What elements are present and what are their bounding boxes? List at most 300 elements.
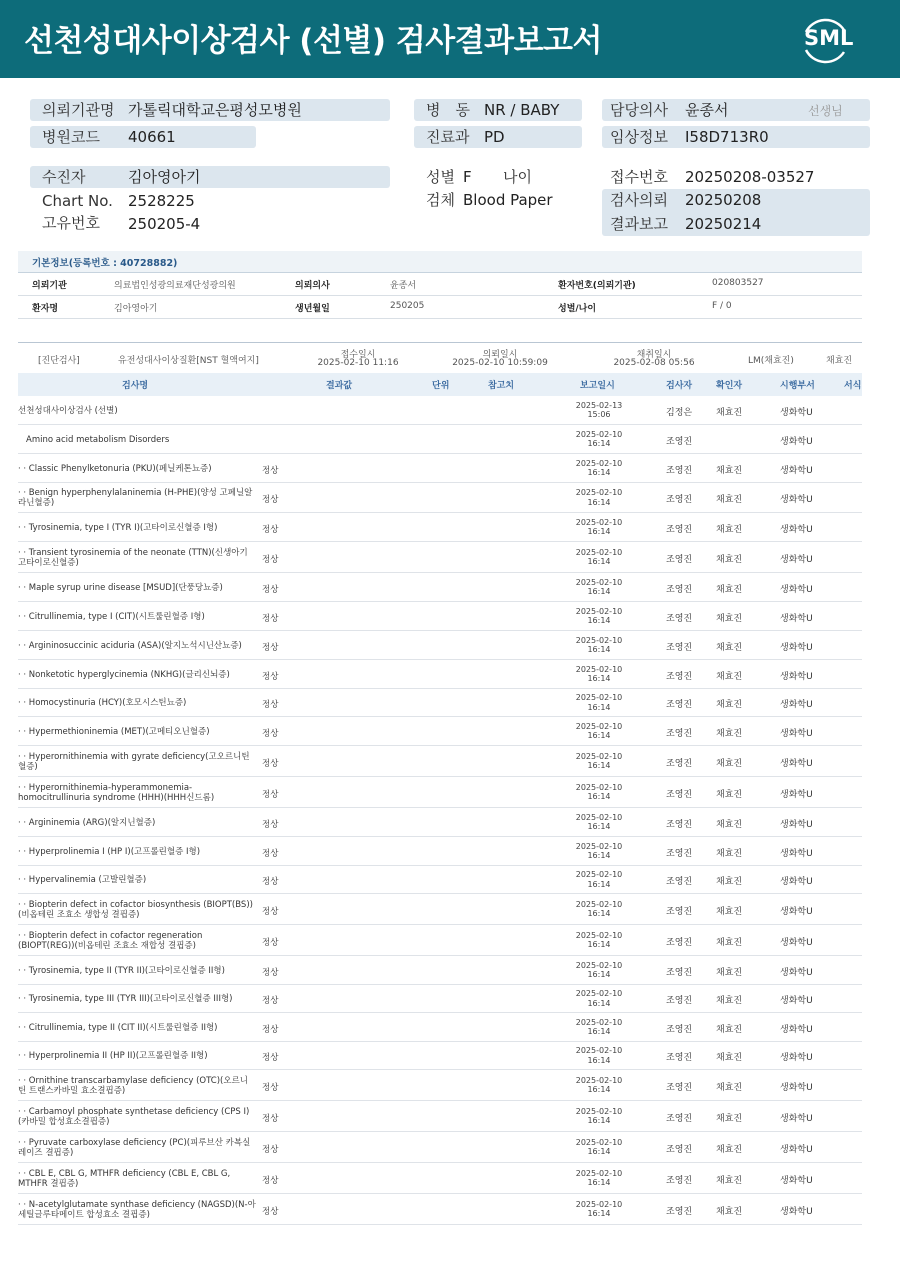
results-table-body	[18, 396, 862, 1225]
department: 생화학U	[780, 613, 813, 624]
report-datetime	[558, 1018, 640, 1037]
report-date: 2025-02-10	[575, 930, 623, 940]
report-time: 16:14	[587, 761, 611, 770]
tester: 김정은	[666, 407, 693, 418]
confirmer: 채효진	[716, 671, 743, 682]
test-name: · · Ornithine transcarbamylase deficiency (OTC)(오르니틴 트랜스카바밀 효소결핍증)	[18, 1075, 249, 1096]
department: 생화학U	[780, 789, 813, 800]
confirmer: 채효진	[716, 789, 743, 800]
basic-sexage-label: 성별/나이	[558, 304, 597, 314]
table-row	[18, 1101, 862, 1132]
test-name: · · Hyperornithinemia-hyperammonemia-homocitrullinuria syndrome (HHH)(HHH신드롬)	[18, 782, 215, 803]
test-name: · · Biopterin defect in cofactor regeneration (BIOPT(REG))(비옵테린 조효소 재합성 결핍증)	[18, 930, 203, 951]
test-result: 정상	[262, 465, 279, 476]
test-name: · · CBL E, CBL G, MTHFR deficiency (CBL E, CBL G, MTHFR 결핍증)	[18, 1168, 231, 1189]
report-time: 16:14	[587, 587, 611, 596]
tester: 조영진	[666, 996, 693, 1006]
test-name: · · Maple syrup urine disease [MSUD](단풍당뇨증)	[18, 582, 223, 593]
department: 생화학U	[780, 700, 813, 710]
tester: 조영진	[666, 671, 693, 682]
table-row	[18, 837, 862, 866]
confirmer: 채효진	[716, 967, 743, 978]
basic-birth-label: 생년월일	[295, 304, 330, 314]
confirmer: 채효진	[716, 642, 743, 653]
department: 생화학U	[780, 819, 813, 830]
report-datetime	[558, 1200, 640, 1219]
confirmer: 채효진	[716, 524, 743, 535]
report-datetime	[558, 722, 640, 741]
test-result: 정상	[262, 848, 279, 859]
dept-value: PD	[484, 128, 505, 146]
report-date: 2025-02-10	[575, 870, 623, 879]
department: 생화학U	[780, 937, 813, 948]
report-date: 2025-02-10	[575, 1137, 623, 1147]
test-result: 정상	[262, 996, 279, 1006]
report-date: 2025-02-10	[575, 721, 623, 731]
test-result: 정상	[262, 906, 279, 917]
table-row	[18, 985, 862, 1013]
report-time: 16:14	[587, 616, 611, 625]
department: 생화학U	[780, 1082, 813, 1093]
col-report: 보고일시	[580, 381, 615, 391]
test-name: · · Tyrosinemia, type II (TYR II)(고타이로신혈증 II형)	[18, 965, 225, 976]
test-result: 정상	[262, 1024, 279, 1035]
report-time: 16:14	[587, 468, 611, 477]
test-result: 정상	[262, 967, 279, 978]
summary-collect-value: 2025-02-08 05:56	[613, 358, 695, 368]
report-time: 16:14	[587, 1178, 611, 1187]
test-result: 정상	[262, 1144, 279, 1155]
report-time: 16:14	[587, 940, 611, 949]
report-date: 2025-02-10	[575, 899, 623, 909]
report-date: 2025-02-10	[575, 1199, 623, 1209]
table-row	[18, 483, 862, 513]
receipt-label: 접수번호	[610, 168, 668, 186]
tester: 조영진	[666, 465, 693, 476]
report-datetime	[558, 401, 640, 420]
tester: 조영진	[666, 758, 693, 769]
confirmer: 채효진	[716, 1082, 743, 1093]
basic-info-row-1	[18, 273, 862, 296]
test-name: 선천성대사이상검사 (선별)	[18, 405, 118, 416]
department: 생화학U	[780, 1144, 813, 1155]
report-time: 16:14	[587, 822, 611, 831]
tester: 조영진	[666, 436, 693, 447]
tester: 조영진	[666, 1053, 693, 1063]
test-result: 정상	[262, 642, 279, 653]
table-row	[18, 1042, 862, 1070]
report-datetime	[558, 488, 640, 507]
test-name: · · Benign hyperphenylalaninemia (H-PHE)(양성 고페닐알라닌혈증)	[18, 488, 253, 508]
department: 생화학U	[780, 642, 813, 653]
test-name: · · Argininosuccinic aciduria (ASA)(알지노석시닌산뇨증)	[18, 640, 242, 651]
confirmer: 채효진	[716, 700, 743, 710]
tester: 조영진	[666, 1175, 693, 1186]
report-date: 2025-02-10	[575, 1017, 623, 1027]
confirmer: 채효진	[716, 613, 743, 624]
test-result: 정상	[262, 524, 279, 535]
report-time: 16:14	[587, 1209, 611, 1218]
tester: 조영진	[666, 819, 693, 830]
report-datetime	[558, 842, 640, 861]
report-time: 16:14	[587, 851, 611, 860]
report-date: 2025-02-10	[575, 960, 623, 970]
report-time: 16:14	[587, 557, 611, 566]
table-row	[18, 542, 862, 573]
table-row	[18, 717, 862, 746]
department: 생화학U	[780, 1206, 813, 1217]
sex-value: F	[463, 168, 472, 186]
report-date: 2025-02-10	[575, 1046, 623, 1055]
report-time: 16:14	[587, 1116, 611, 1125]
report-time: 16:14	[587, 731, 611, 740]
tester: 조영진	[666, 524, 693, 535]
report-time: 16:14	[587, 702, 611, 712]
summary-lm: LM(채효진)	[748, 356, 794, 366]
test-result: 정상	[262, 554, 279, 565]
test-result: 정상	[262, 789, 279, 800]
tester: 조영진	[666, 789, 693, 800]
tester: 조영진	[666, 554, 693, 565]
confirmer: 채효진	[716, 877, 743, 887]
test-result: 정상	[262, 495, 279, 505]
report-datetime	[558, 665, 640, 684]
chart-label: Chart No.	[42, 192, 113, 210]
report-time: 16:14	[587, 1085, 611, 1094]
table-row	[18, 1070, 862, 1101]
department: 생화학U	[780, 758, 813, 769]
test-name: · · Citrullinemia, type I (CIT)(시트룰린혈증 I형)	[18, 611, 205, 622]
confirmer: 채효진	[716, 819, 743, 830]
basic-info-title-text: 기본정보(등록번호 : 40728882)	[32, 258, 178, 269]
report-datetime	[558, 1076, 640, 1095]
report-datetime	[558, 813, 640, 832]
hospital-code-value: 40661	[128, 128, 176, 146]
department: 생화학U	[780, 524, 813, 535]
confirmer: 채효진	[716, 906, 743, 917]
department: 생화학U	[780, 728, 813, 739]
table-row	[18, 866, 862, 894]
test-name: · · Pyruvate carboxylase deficiency (PC)(피루브산 카복실레이즈 결핍증)	[18, 1137, 251, 1158]
table-row	[18, 396, 862, 425]
report-datetime	[558, 931, 640, 950]
test-result: 정상	[262, 1113, 279, 1124]
dept-label: 진료과	[426, 128, 470, 146]
report-date: 2025-02-10	[575, 429, 623, 439]
report-time: 16:14	[587, 674, 611, 683]
report-time: 16:14	[587, 998, 611, 1008]
tester: 조영진	[666, 1113, 693, 1124]
col-dept: 시행부서	[780, 381, 815, 391]
report-time: 16:14	[587, 909, 611, 918]
test-name: · · Biopterin defect in cofactor biosynthesis (BIOPT(BS))(비옵테린 조효소 생합성 결핍증)	[18, 899, 253, 920]
table-row	[18, 1163, 862, 1194]
report-date: 2025-02-10	[575, 1106, 623, 1116]
ward-label: 병 동	[426, 101, 470, 119]
department: 생화학U	[780, 877, 813, 887]
report-value: 20250214	[685, 215, 762, 233]
ward-value: NR / BABY	[484, 101, 560, 119]
report-datetime	[558, 693, 640, 712]
table-row	[18, 1132, 862, 1163]
report-datetime	[558, 961, 640, 980]
summary-category: [진단검사]	[38, 356, 80, 366]
report-header	[0, 0, 900, 78]
report-time: 16:14	[587, 879, 611, 889]
basic-info-row-2	[18, 296, 862, 319]
report-date: 2025-02-10	[575, 751, 623, 761]
test-result: 정상	[262, 937, 279, 948]
report-datetime	[558, 459, 640, 478]
report-date: 2025-02-10	[575, 488, 623, 497]
institution-value: 가톨릭대학교은평성모병원	[128, 101, 302, 119]
confirmer: 채효진	[716, 996, 743, 1006]
sml-logo	[796, 12, 854, 66]
confirmer: 채효진	[716, 1053, 743, 1063]
report-date: 2025-02-10	[575, 782, 623, 792]
test-name: · · Hypervalinemia (고발린혈증)	[18, 875, 147, 885]
report-date: 2025-02-10	[575, 812, 623, 822]
report-date: 2025-02-10	[575, 989, 623, 998]
confirmer: 채효진	[716, 1206, 743, 1217]
logo-text: SML	[804, 26, 854, 50]
report-datetime	[558, 518, 640, 537]
col-tester: 검사자	[666, 381, 693, 391]
summary-receipt-label: 접수일시	[340, 350, 376, 360]
department: 생화학U	[780, 554, 813, 565]
test-summary-row	[18, 342, 862, 372]
col-format: 서식	[844, 381, 862, 391]
report-time: 16:14	[587, 439, 611, 448]
report-datetime	[558, 783, 640, 802]
summary-request-value: 2025-02-10 10:59:09	[452, 358, 548, 368]
tester: 조영진	[666, 495, 693, 505]
basic-inst-value: 의료법인성광의료재단성광의원	[114, 281, 236, 291]
report-datetime	[558, 578, 640, 597]
test-name: · · Tyrosinemia, type III (TYR III)(고타이로신혈증 III형)	[18, 994, 233, 1004]
department: 생화학U	[780, 906, 813, 917]
tester: 조영진	[666, 1024, 693, 1035]
patient-value: 김아영아기	[128, 168, 201, 186]
basic-name-label: 환자명	[32, 304, 59, 314]
report-time: 16:14	[587, 497, 611, 507]
department: 생화학U	[780, 465, 813, 476]
confirmer: 채효진	[716, 1144, 743, 1155]
tester: 조영진	[666, 967, 693, 978]
basic-pid-value: 020803527	[712, 278, 764, 288]
doctor-label: 담당의사	[610, 101, 668, 119]
test-result: 정상	[262, 877, 279, 887]
report-date: 2025-02-10	[575, 1168, 623, 1178]
chart-value: 2528225	[128, 192, 195, 210]
basic-info-title	[18, 251, 862, 273]
specimen-label: 검체	[426, 191, 455, 209]
department: 생화학U	[780, 1113, 813, 1124]
report-time: 16:14	[587, 1147, 611, 1156]
confirmer: 채효진	[716, 758, 743, 769]
table-row	[18, 925, 862, 956]
summary-receipt-value: 2025-02-10 11:16	[317, 358, 399, 368]
test-result: 정상	[262, 613, 279, 624]
basic-sexage-value: F / 0	[712, 301, 732, 311]
report-date: 2025-02-10	[575, 635, 623, 645]
basic-doc-value: 윤종서	[390, 281, 417, 291]
report-date: 2025-02-10	[575, 547, 623, 557]
department: 생화학U	[780, 1053, 813, 1063]
basic-pid-label: 환자번호(의뢰기관)	[558, 281, 636, 291]
test-result: 정상	[262, 1175, 279, 1186]
table-row	[18, 660, 862, 689]
test-result: 정상	[262, 1053, 279, 1063]
test-name: · · Citrullinemia, type II (CIT II)(시트룰린혈증 II형)	[18, 1022, 218, 1033]
table-row	[18, 808, 862, 837]
department: 생화학U	[780, 1024, 813, 1035]
patient-label: 수진자	[42, 168, 86, 186]
tester: 조영진	[666, 1082, 693, 1093]
table-row	[18, 746, 862, 777]
report-date: 2025-02-10	[575, 458, 623, 468]
col-ref: 참고치	[488, 381, 515, 391]
report-time: 16:14	[587, 1027, 611, 1036]
basic-info-table	[18, 273, 862, 319]
report-datetime	[558, 900, 640, 919]
tester: 조영진	[666, 906, 693, 917]
basic-birth-value: 250205	[390, 301, 425, 311]
test-result: 정상	[262, 1082, 279, 1093]
table-row	[18, 956, 862, 985]
report-time: 16:14	[587, 645, 611, 654]
col-confirmer: 확인자	[716, 381, 743, 391]
results-table-header	[18, 373, 862, 396]
confirmer: 채효진	[716, 495, 743, 505]
request-label: 검사의뢰	[610, 191, 668, 209]
report-datetime	[558, 607, 640, 626]
report-date: 2025-02-10	[575, 1075, 623, 1085]
summary-request-label: 의뢰일시	[482, 350, 518, 360]
tester: 조영진	[666, 877, 693, 887]
test-name: · · Tyrosinemia, type I (TYR I)(고타이로신혈증 I형)	[18, 522, 218, 533]
clinical-label: 임상정보	[610, 128, 668, 146]
tester: 조영진	[666, 728, 693, 739]
department: 생화학U	[780, 967, 813, 978]
receipt-value: 20250208-03527	[685, 168, 815, 186]
table-row	[18, 631, 862, 660]
report-datetime	[558, 430, 640, 449]
institution-label: 의뢰기관명	[42, 101, 115, 119]
table-row	[18, 602, 862, 631]
col-unit: 단위	[432, 381, 450, 391]
age-label: 나이	[503, 168, 532, 186]
request-value: 20250208	[685, 191, 762, 209]
report-datetime	[558, 989, 640, 1008]
report-date: 2025-02-10	[575, 693, 623, 702]
department: 생화학U	[780, 584, 813, 595]
specimen-value: Blood Paper	[463, 191, 553, 209]
department: 생화학U	[780, 848, 813, 859]
tester: 조영진	[666, 1206, 693, 1217]
test-result: 정상	[262, 728, 279, 739]
report-date: 2025-02-13	[575, 400, 623, 410]
report-datetime	[558, 870, 640, 889]
table-row	[18, 454, 862, 483]
col-result: 결과값	[326, 381, 353, 391]
test-name: · · Transient tyrosinemia of the neonate (TTN)(신생아기 고타이로신혈증)	[18, 547, 248, 568]
test-name: · · Classic Phenylketonuria (PKU)(페닐케톤뇨증)	[18, 463, 212, 474]
tester: 조영진	[666, 584, 693, 595]
table-row	[18, 1013, 862, 1042]
department: 생화학U	[780, 436, 813, 447]
test-name: · · Argininemia (ARG)(알지닌혈증)	[18, 817, 156, 828]
confirmer: 채효진	[716, 848, 743, 859]
report-datetime	[558, 548, 640, 567]
hospital-code-label: 병원코드	[42, 128, 100, 146]
report-date: 2025-02-10	[575, 606, 623, 616]
report-datetime	[558, 1169, 640, 1188]
unique-value: 250205-4	[128, 215, 201, 233]
test-name: · · N-acetylglutamate synthase deficiency (NAGSD)(N-아세틸글루타메이트 합성효소 결핍증)	[18, 1199, 256, 1220]
confirmer: 채효진	[716, 554, 743, 565]
test-result: 정상	[262, 1206, 279, 1217]
summary-signer: 채효진	[826, 356, 853, 366]
confirmer: 채효진	[716, 465, 743, 476]
doctor-value: 윤종서	[685, 101, 729, 119]
doctor-suffix: 선생님	[808, 104, 843, 118]
department: 생화학U	[780, 996, 813, 1006]
report-time: 16:14	[587, 527, 611, 536]
table-row	[18, 777, 862, 808]
unique-label: 고유번호	[42, 214, 100, 232]
department: 생화학U	[780, 407, 813, 418]
report-title: 선천성대사이상검사 (선별) 검사결과보고서	[24, 23, 602, 59]
confirmer: 채효진	[716, 728, 743, 739]
report-date: 2025-02-10	[575, 517, 623, 527]
tester: 조영진	[666, 700, 693, 710]
report-datetime	[558, 636, 640, 655]
report-time: 16:14	[587, 970, 611, 979]
confirmer: 채효진	[716, 584, 743, 595]
test-name: Amino acid metabolism Disorders	[26, 434, 170, 445]
table-row	[18, 513, 862, 542]
confirmer: 채효진	[716, 1113, 743, 1124]
test-result: 정상	[262, 671, 279, 682]
test-name: · · Homocystinuria (HCY)(호모시스틴뇨증)	[18, 698, 187, 708]
table-row	[18, 689, 862, 717]
test-result: 정상	[262, 700, 279, 710]
department: 생화학U	[780, 671, 813, 682]
confirmer: 채효진	[716, 1024, 743, 1035]
basic-doc-label: 의뢰의사	[295, 281, 330, 291]
basic-inst-label: 의뢰기관	[32, 281, 67, 291]
tester: 조영진	[666, 613, 693, 624]
report-date: 2025-02-10	[575, 664, 623, 674]
report-datetime	[558, 752, 640, 771]
summary-collect-label: 채취일시	[636, 350, 672, 360]
col-name: 검사명	[122, 381, 149, 391]
test-name: · · Carbamoyl phosphate synthetase deficiency (CPS I)(카바밀 합성효소결핍증)	[18, 1106, 250, 1127]
tester: 조영진	[666, 848, 693, 859]
summary-test: 유전성대사이상질환[NST 혈액여지]	[118, 356, 259, 366]
report-datetime	[558, 1107, 640, 1126]
test-result: 정상	[262, 819, 279, 830]
test-name: · · Hyperprolinemia II (HP II)(고프롤린혈증 II형)	[18, 1051, 208, 1061]
basic-name-value: 김아영아기	[114, 304, 158, 314]
table-row	[18, 894, 862, 925]
test-result: 정상	[262, 758, 279, 769]
report-time: 15:06	[587, 410, 611, 419]
report-date: 2025-02-10	[575, 841, 623, 851]
tester: 조영진	[666, 937, 693, 948]
confirmer: 채효진	[716, 407, 743, 418]
